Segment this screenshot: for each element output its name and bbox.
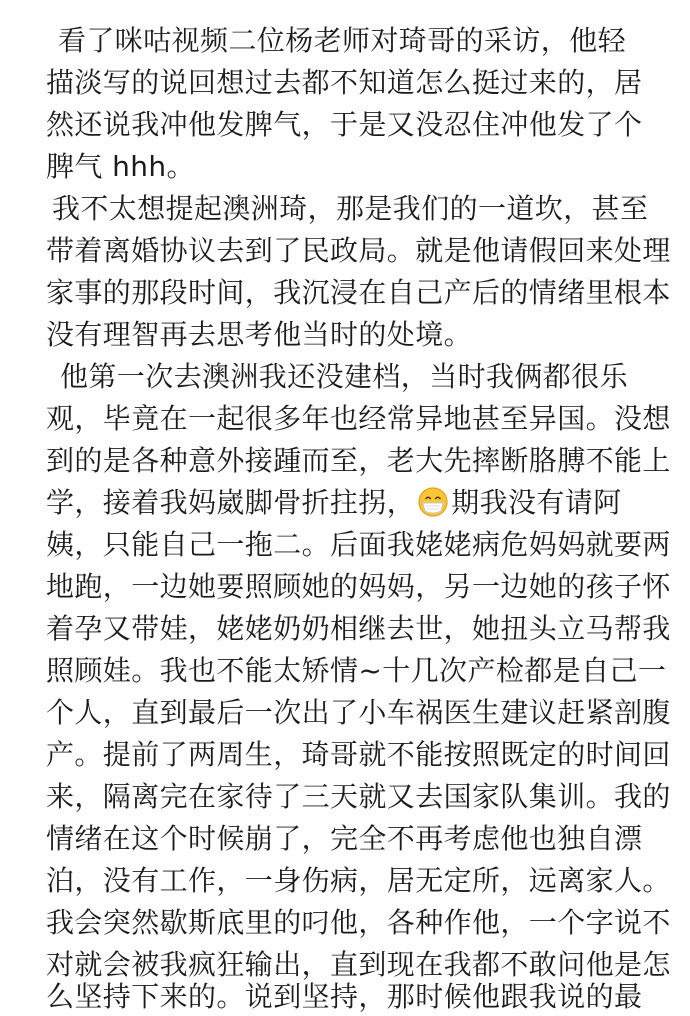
paragraph-3-line-7: 着孕又带娃，姥姥奶奶相继去世，她扭头立马帮我 (46, 612, 671, 645)
paragraph-3-line-3: 到的是各种意外接踵而至，老大先摔断胳膊不能上 (46, 444, 671, 477)
paragraph-3-line-4 (46, 484, 622, 522)
line-4-text-after-emoji: 期我没有请阿 (451, 486, 622, 519)
paragraph-2-line-3: 家事的那段时间，我沉浸在自己产后的情绪里根本 (46, 276, 671, 309)
paragraph-3-line-15: 对就会被我疯狂输出，直到现在我都不敢问他是怎 (46, 948, 671, 981)
paragraph-3-line-16-cut-off: 么坚持下来的。说到坚持，那时候他跟我说的最 (46, 980, 643, 1013)
paragraph-1-line-4: 脾气 hhh。 (46, 150, 195, 183)
paragraph-3-line-5: 姨，只能自己一拖二。后面我姥姥病危妈妈就要两 (46, 528, 671, 561)
paragraph-3-line-13: 泊，没有工作，一身伤病，居无定所，远离家人。 (46, 864, 671, 897)
paragraph-3-line-12: 情绪在这个时候崩了，完全不再考虑他也独自漂 (46, 822, 643, 855)
paragraph-3-line-14: 我会突然歇斯底里的叼他，各种作他，一个字说不 (46, 906, 671, 939)
paragraph-1-line-1: 看了咪咕视频二位杨老师对琦哥的采访，他轻 (58, 24, 627, 57)
paragraph-3-line-10: 产。提前了两周生，琦哥就不能按照既定的时间回 (46, 738, 671, 771)
paragraph-3-line-1: 他第一次去澳洲我还没建档，当时我俩都很乐 (60, 360, 629, 393)
paragraph-2-line-4: 没有理智再去思考他当时的处境。 (46, 318, 473, 351)
paragraph-1-line-2: 描淡写的说回想过去都不知道怎么挺过来的，居 (46, 66, 643, 99)
paragraph-2-line-2: 带着离婚协议去到了民政局。就是他请假回来处理 (46, 234, 671, 267)
paragraph-1-line-3: 然还说我冲他发脾气，于是又没忍住冲他发了个 (46, 108, 643, 141)
paragraph-3-line-2: 观，毕竟在一起很多年也经常异地甚至异国。没想 (46, 402, 671, 435)
paragraph-3-line-11: 来，隔离完在家待了三天就又去国家队集训。我的 (46, 780, 671, 813)
paragraph-2-line-1: 我不太想提起澳洲琦，那是我们的一道坎，甚至 (52, 192, 649, 225)
paragraph-3-line-9: 个人，直到最后一次出了小车祸医生建议赶紧剖腹 (46, 696, 671, 729)
paragraph-3-line-6: 地跑，一边她要照顾她的妈妈，另一边她的孩子怀 (46, 570, 671, 603)
face-with-medical-mask-icon (417, 486, 449, 518)
line-4-text-before-emoji: 学，接着我妈崴脚骨折拄拐， (46, 486, 416, 519)
paragraph-3-line-8: 照顾娃。我也不能太矫情~十几次产检都是自己一 (46, 654, 667, 687)
